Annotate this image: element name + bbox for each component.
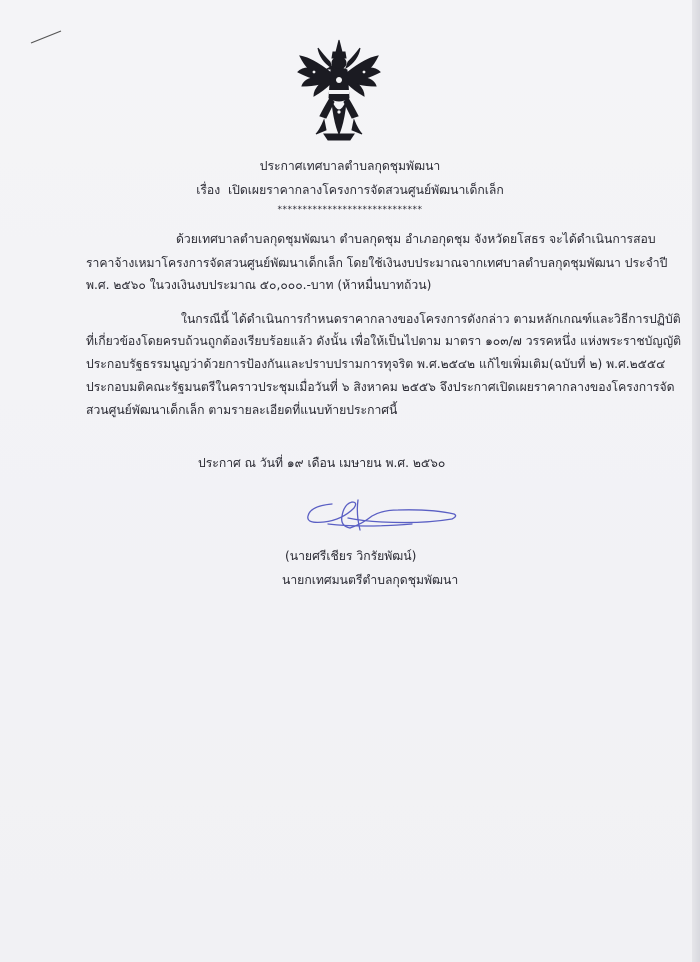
signatory-name: (นายศรีเชียร วิกรัยพัฒน์) xyxy=(285,549,417,563)
scan-mark-icon xyxy=(30,30,62,44)
garuda-emblem-icon xyxy=(294,38,384,142)
scan-edge xyxy=(692,0,700,962)
subject-text: เปิดเผยราคากลางโครงการจัดสวนศูนย์พัฒนาเด็กเล็ก xyxy=(227,183,504,197)
signatory-position: นายกเทศมนตรีตำบลกุดชุมพัฒนา xyxy=(282,573,459,587)
paragraph2-line1: ในกรณีนี้ ได้ดำเนินการกำหนดราคากลางของโครงการดังกล่าว ตามหลักเกณฑ์และวิธีการปฏิบัติ xyxy=(181,312,681,326)
separator-stars: ***************************** xyxy=(277,205,423,215)
subject-label: เรื่อง xyxy=(196,183,221,197)
paragraph2-line3: ประกอบรัฐธรรมนูญว่าด้วยการป้องกันและปราบปรามการทุจริต พ.ศ.๒๕๔๒ แก้ไขเพิ่มเติม(ฉบับที่ ๒) พ.ศ.๒๕๕๔ xyxy=(86,357,666,371)
announcement-title: ประกาศเทศบาลตำบลกุดชุมพัฒนา xyxy=(259,159,441,173)
paragraph1-line2: ราคาจ้างเหมาโครงการจัดสวนศูนย์พัฒนาเด็กเล็ก โดยใช้เงินงบประมาณจากเทศบาลตำบลกุดชุมพัฒนา ประจำปี xyxy=(86,256,668,270)
signature-icon xyxy=(302,494,464,536)
subject-line xyxy=(0,182,700,198)
paragraph1-line1: ด้วยเทศบาลตำบลกุดชุมพัฒนา ตำบลกุดชุม อำเภอกุดชุม จังหวัดยโสธร จะได้ดำเนินการสอบ xyxy=(176,232,656,246)
paragraph2-line5: สวนศูนย์พัฒนาเด็กเล็ก ตามรายละเอียดที่แนบท้ายประกาศนี้ xyxy=(86,403,398,417)
paragraph2-line4: ประกอบมติคณะรัฐมนตรีในคราวประชุมเมื่อวันที่ ๖ สิงหาคม ๒๕๕๖ จึงประกาศเปิดเผยราคากลางของโครงการจัด xyxy=(86,380,675,394)
date-line: ประกาศ ณ วันที่ ๑๙ เดือน เมษายน พ.ศ. ๒๕๖๐ xyxy=(198,456,446,470)
paragraph1-line3: พ.ศ. ๒๕๖๐ ในวงเงินงบประมาณ ๕๐,๐๐๐.-บาท (ห้าหมื่นบาทถ้วน) xyxy=(86,278,432,292)
paragraph2-line2: ที่เกี่ยวข้องโดยครบถ้วนถูกต้องเรียบร้อยแล้ว ดังนั้น เพื่อให้เป็นไปตาม มาตรา ๑๐๓/๗ วรรคหนึ่ง แห่งพระราชบัญญัติ xyxy=(86,334,682,348)
